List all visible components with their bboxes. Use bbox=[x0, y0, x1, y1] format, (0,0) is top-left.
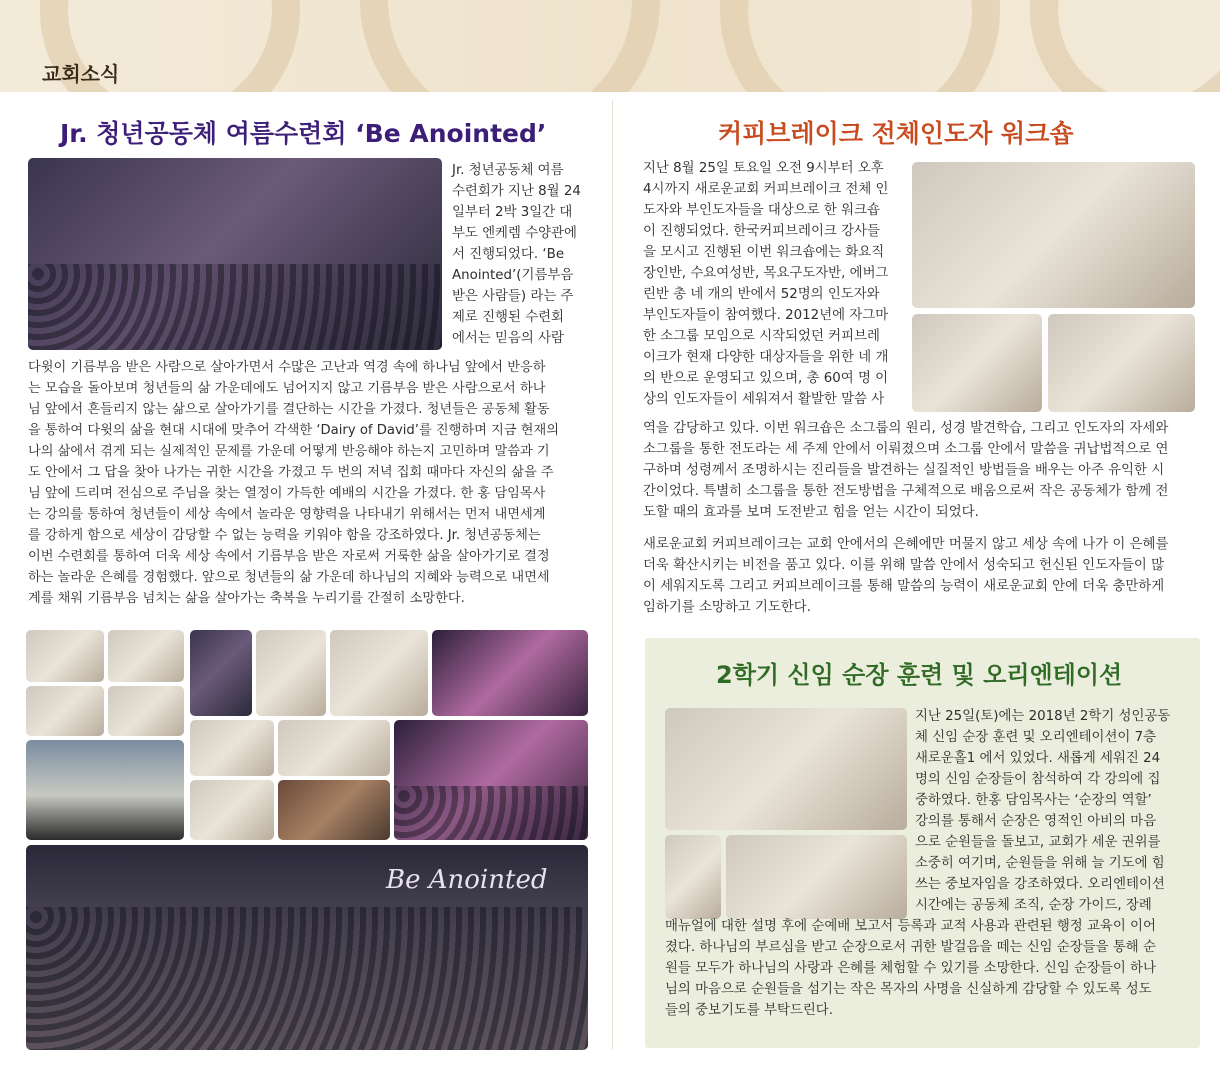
text-line: 린반 총 네 개의 반에서 52명의 인도자와 bbox=[643, 287, 880, 302]
collage-photo bbox=[432, 630, 588, 716]
text-line: 을 모시고 진행된 이번 워크숍에는 화요직 bbox=[643, 245, 885, 260]
collage-photo bbox=[26, 740, 184, 840]
collage-photo bbox=[26, 630, 104, 682]
collage-photo bbox=[190, 630, 252, 716]
text-line: 하는 놀라운 은혜를 경험했다. 앞으로 청년들의 삶 가운데 하나님의 지혜와 능력으로 내면세 bbox=[28, 570, 550, 585]
concert-photo bbox=[28, 158, 442, 350]
text-line: 지난 25일(토)에는 2018년 2학기 성인공동 bbox=[915, 709, 1171, 724]
text-line: 더욱 확산시키는 비전을 품고 있다. 이를 위해 말씀 안에서 성숙되고 헌신된 인도자들이 많 bbox=[643, 558, 1165, 573]
text-line: 이번 수련회를 통하여 더욱 세상 속에서 기름부음 받은 자로써 거룩한 삶을 살아가기로 결정 bbox=[28, 549, 550, 564]
green-article-title: 2학기 신임 순장 훈련 및 오리엔테이션 bbox=[716, 661, 1123, 689]
text-line: 는 모습을 돌아보며 청년들의 삶 가운데에도 넘어지지 않고 기름부음 받은 사람으로서 하나 bbox=[28, 381, 546, 396]
decorative-arc bbox=[360, 0, 660, 92]
text-line: 님의 마음으로 순원들을 섬기는 작은 목자의 사명을 신실하게 감당할 수 있도록 성도 bbox=[665, 982, 1152, 997]
group-photo bbox=[26, 845, 588, 1050]
text-line: 는 강의를 통하여 청년들이 세상 속에서 놀라운 영향력을 나타내기 위해서는 먼저 내면세계 bbox=[28, 507, 546, 522]
text-line: 님 앞에서 흔들리지 않는 삶으로 살아가기를 결단하는 시간을 가졌다. 청년들은 공동체 활동 bbox=[28, 402, 550, 417]
text-line: 수련회가 지난 8월 24 bbox=[452, 184, 581, 199]
right-full-text bbox=[643, 418, 1200, 523]
collage-photo bbox=[278, 720, 390, 776]
text-line: 강의를 통해서 순장은 영적인 아비의 마음 bbox=[915, 814, 1157, 829]
text-line: 에서는 믿음의 사람 bbox=[452, 331, 564, 346]
text-line: 부인도자들이 참여했다. 2012년에 자그마 bbox=[643, 308, 889, 323]
text-line: 새로운교회 커피브레이크는 교회 안에서의 은혜에만 머물지 않고 세상 속에 나가 이 은혜를 bbox=[643, 537, 1169, 552]
decorative-arc bbox=[1030, 0, 1220, 92]
text-line: 이크가 현재 다양한 대상자들을 위한 네 개 bbox=[643, 350, 889, 365]
text-line: 4시까지 새로운교회 커피브레이크 전체 인 bbox=[643, 182, 889, 197]
text-line: 쓰는 중보자임을 강조하였다. 오리엔테이션 bbox=[915, 877, 1165, 892]
collage-photo bbox=[108, 630, 184, 682]
text-line: 제로 진행된 수련회 bbox=[452, 310, 564, 325]
crowd-silhouette bbox=[28, 264, 442, 350]
orientation-class-photo bbox=[726, 835, 907, 919]
text-line: 를 강하게 함으로 세상이 감당할 수 없는 능력을 키워야 함을 강조하였다. Jr. 청년공동체는 bbox=[28, 528, 541, 543]
banner-text: Be Anointed bbox=[386, 865, 548, 895]
text-line: 다윗이 기름부음 받은 사람으로 살아가면서 수많은 고난과 역경 속에 하나님 앞에서 반응하 bbox=[28, 360, 546, 375]
text-line: 체 신임 순장 훈련 및 오리엔테이션이 7층 bbox=[915, 730, 1157, 745]
text-line: 부도 엔케렘 수양관에 bbox=[452, 226, 577, 241]
workshop-photo bbox=[1048, 314, 1195, 412]
left-article-title: Jr. 청년공동체 여름수련회 ‘Be Anointed’ bbox=[60, 119, 547, 148]
right-article-title: 커피브레이크 전체인도자 워크숍 bbox=[718, 119, 1074, 148]
left-side-text bbox=[452, 160, 588, 349]
text-line: 의 반으로 운영되고 있으며, 총 60여 명 이 bbox=[643, 371, 889, 386]
orientation-group-photo bbox=[665, 708, 907, 830]
text-line: 매뉴얼에 대한 설명 후에 순예배 보고서 등록과 교적 사용과 관련된 행정 교육이 이어 bbox=[665, 919, 1156, 934]
left-full-text bbox=[28, 357, 590, 609]
workshop-photo bbox=[912, 314, 1042, 412]
text-line: 들의 중보기도를 부탁드린다. bbox=[665, 1003, 833, 1018]
right-side-text bbox=[643, 158, 905, 410]
text-line: 상의 인도자들이 세워져서 활발한 말씀 사 bbox=[643, 392, 885, 407]
column-divider bbox=[612, 100, 613, 1050]
text-line: 임하기를 소망하고 기도한다. bbox=[643, 600, 811, 615]
collage-photo bbox=[26, 686, 104, 736]
text-line: Anointed’(기름부음 bbox=[452, 268, 574, 283]
collage-photo bbox=[190, 780, 274, 840]
text-line: 도 안에서 그 답을 찾아 나가는 귀한 시간을 가졌고 두 번의 저녁 집회 때마다 자신의 삶을 주 bbox=[28, 465, 554, 480]
collage-photo bbox=[330, 630, 428, 716]
text-line: 구하며 성령께서 조명하시는 진리들을 발견하는 실질적인 방법들을 배우는 아주 유익한 시 bbox=[643, 463, 1165, 478]
text-line: 도할 때의 효과를 보며 도전받고 힘을 얻는 시간이 되었다. bbox=[643, 505, 979, 520]
text-line: 역을 감당하고 있다. 이번 워크숍은 소그룹의 원리, 성경 발견학습, 그리고 인도자의 자세와 bbox=[643, 421, 1169, 436]
text-line: 새로운홀1 에서 있었다. 새롭게 세워진 24 bbox=[915, 751, 1161, 766]
text-line: 간이었다. 특별히 소그룹을 통한 전도방법을 구체적으로 배움으로써 작은 공동체가 함께 전 bbox=[643, 484, 1169, 499]
text-line: 계를 채워 기름부음 넘치는 삶을 살아가는 축복을 누리기를 간절히 소망한다. bbox=[28, 591, 465, 606]
crowd-silhouette bbox=[26, 907, 588, 1051]
crowd-silhouette bbox=[394, 786, 588, 840]
green-full-text bbox=[665, 916, 1180, 1021]
text-line: 일부터 2박 3일간 대 bbox=[452, 205, 573, 220]
text-line: 졌다. 하나님의 부르심을 받고 순장으로서 귀한 발걸음을 떼는 신임 순장들을 통해 순 bbox=[665, 940, 1156, 955]
collage-photo bbox=[190, 720, 274, 776]
text-line: 지난 8월 25일 토요일 오전 9시부터 오후 bbox=[643, 161, 884, 176]
text-line: 명의 신임 순장들이 참석하여 각 강의에 집 bbox=[915, 772, 1161, 787]
workshop-photo bbox=[912, 162, 1195, 308]
text-line: 으로 순원들을 돌보고, 교회가 세운 권위를 bbox=[915, 835, 1161, 850]
green-side-text bbox=[915, 706, 1180, 916]
text-line: 도자와 부인도자들을 대상으로 한 워크숍 bbox=[643, 203, 880, 218]
collage-photo bbox=[278, 780, 390, 840]
text-line: 받은 사람들) 라는 주 bbox=[452, 289, 574, 304]
header-band bbox=[0, 0, 1220, 92]
orientation-speaker-photo bbox=[665, 835, 721, 919]
text-line: 장인반, 수요여성반, 목요구도자반, 에버그 bbox=[643, 266, 889, 281]
text-line: 중하였다. 한홍 담임목사는 ‘순장의 역할’ bbox=[915, 793, 1152, 808]
collage-photo bbox=[394, 720, 588, 840]
collage-photo bbox=[256, 630, 326, 716]
text-line: 님 앞에 드리며 전심으로 주님을 찾는 열정이 가득한 예배의 시간을 가졌다. 한 홍 담임목사 bbox=[28, 486, 546, 501]
text-line: 나의 삶에서 겪게 되는 실제적인 문제를 가운데 어떻게 반응해야 하는지 고민하며 말씀과 기 bbox=[28, 444, 550, 459]
text-line: 서 진행되었다. ‘Be bbox=[452, 247, 565, 262]
text-line: 을 통하여 다윗의 삶을 현대 시대에 맞추어 각색한 ‘Dairy of David’를 진행하며 지금 현재의 bbox=[28, 423, 559, 438]
text-line: 원들 모두가 하나님의 사랑과 은혜를 체험할 수 있기를 소망한다. 신임 순장들이 하나 bbox=[665, 961, 1156, 976]
text-line: 소그룹을 통한 전도라는 세 주제 안에서 이뤄졌으며 소그룹 안에서 말씀을 귀납법적으로 연 bbox=[643, 442, 1169, 457]
text-line: 이 세워지도록 그리고 커피브레이크를 통해 말씀의 능력이 새로운교회 안에 더욱 충만하게 bbox=[643, 579, 1165, 594]
text-line: 시간에는 공동체 조직, 순장 가이드, 장례 bbox=[915, 898, 1152, 913]
text-line: Jr. 청년공동체 여름 bbox=[452, 163, 564, 178]
right-para2-text bbox=[643, 534, 1200, 618]
collage-photo bbox=[108, 686, 184, 736]
text-line: 한 소그룹 모임으로 시작되었던 커피브레 bbox=[643, 329, 880, 344]
section-label: 교회소식 bbox=[42, 62, 120, 86]
text-line: 소중히 여기며, 순원들을 위해 늘 기도에 힘 bbox=[915, 856, 1165, 871]
decorative-arc bbox=[720, 0, 1000, 92]
text-line: 이 진행되었다. 한국커피브레이크 강사들 bbox=[643, 224, 880, 239]
